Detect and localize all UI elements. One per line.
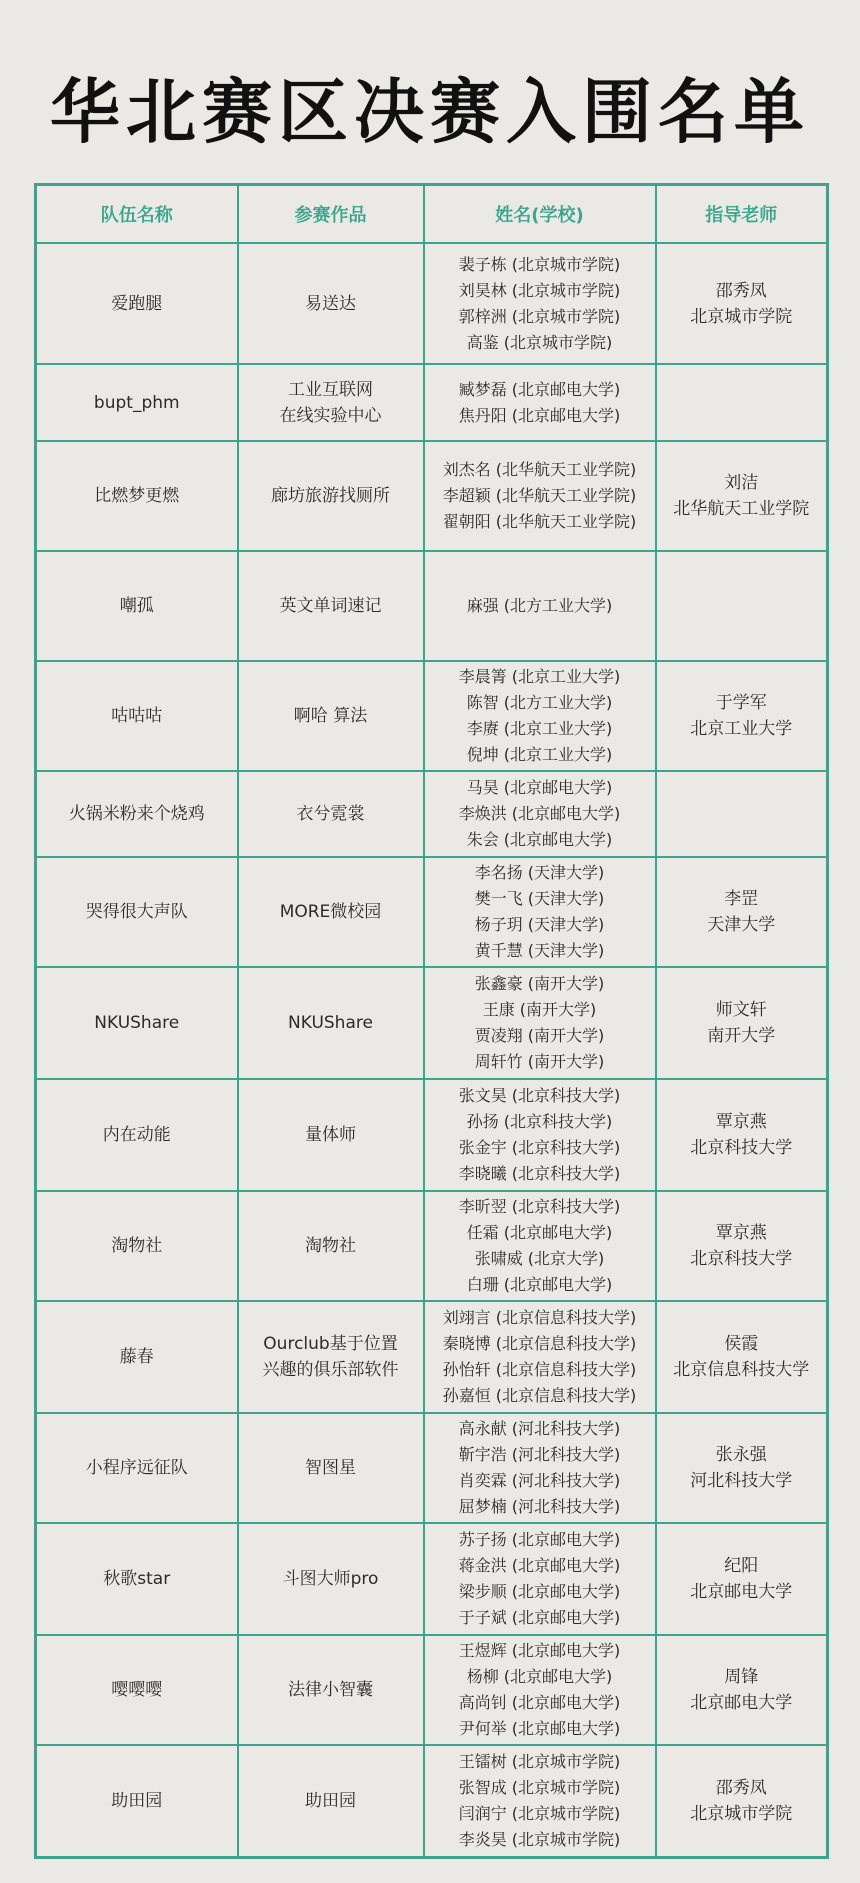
members-cell-line: 于子斌 (北京邮电大学) (458, 1608, 621, 1627)
advisor-cell-line: 李罡 (724, 889, 759, 909)
members-cell-line: 朱会 (北京邮电大学) (466, 830, 613, 849)
members-cell-line: 尹何举 (北京邮电大学) (458, 1719, 621, 1738)
members-cell-line: 裴子栋 (北京城市学院) (458, 254, 621, 274)
table-row (36, 364, 828, 441)
members-cell-line: 白珊 (北京邮电大学) (466, 1275, 613, 1294)
project-cell (238, 364, 424, 441)
members-cell-line: 王康 (南开大学) (482, 1000, 597, 1019)
members-cell-line: 杨子玥 (天津大学) (474, 915, 605, 934)
project-cell-line: MORE微校园 (279, 902, 382, 922)
table-row (36, 243, 828, 364)
advisor-cell (656, 551, 828, 661)
members-cell-line: 刘昊林 (北京城市学院) (458, 280, 621, 300)
advisor-cell-line: 邵秀凤 (715, 280, 767, 301)
table-row (36, 857, 828, 967)
advisor-cell (656, 1079, 828, 1191)
advisor-cell-line: 北华航天工业学院 (673, 499, 810, 519)
advisor-cell-line: 天津大学 (707, 915, 776, 935)
members-cell (424, 1635, 656, 1745)
advisor-cell (656, 1635, 828, 1745)
team-name-cell: 助田园 (36, 1745, 238, 1857)
table-row (36, 1413, 828, 1523)
members-cell (424, 243, 656, 364)
members-cell-line: 王镭树 (北京城市学院) (458, 1751, 621, 1771)
members-cell-line: 张金宇 (北京科技大学) (458, 1138, 621, 1157)
members-cell-line: 李炎昊 (北京城市学院) (458, 1829, 621, 1849)
project-cell (238, 967, 424, 1079)
advisor-cell-line: 覃京燕 (715, 1112, 767, 1132)
advisor-cell (656, 1301, 828, 1413)
advisor-cell (656, 1523, 828, 1635)
members-cell-line: 臧梦磊 (北京邮电大学) (458, 379, 621, 399)
advisor-cell (656, 1191, 828, 1301)
members-cell-line: 肖奕霖 (河北科技大学) (458, 1471, 621, 1490)
project-cell (238, 661, 424, 771)
project-cell (238, 1745, 424, 1857)
project-cell (238, 551, 424, 661)
table-row (36, 1079, 828, 1191)
team-name-cell: 咕咕咕 (36, 661, 238, 771)
advisor-cell-line: 刘洁 (724, 473, 759, 493)
project-cell (238, 1635, 424, 1745)
members-cell (424, 857, 656, 967)
project-cell (238, 1079, 424, 1191)
advisor-cell (656, 364, 828, 441)
members-cell (424, 967, 656, 1079)
members-cell-line: 王煜辉 (北京邮电大学) (458, 1641, 621, 1660)
members-cell-line: 樊一飞 (天津大学) (474, 889, 605, 908)
table-row (36, 1635, 828, 1745)
members-cell-line: 高永献 (河北科技大学) (458, 1419, 621, 1438)
project-cell-line: 易送达 (305, 293, 356, 314)
advisor-cell (656, 441, 828, 551)
members-cell-line: 秦晓博 (北京信息科技大学) (442, 1334, 637, 1353)
members-cell-line: 屈梦楠 (河北科技大学) (458, 1497, 621, 1516)
finalist-table (34, 183, 829, 1859)
members-cell-line: 马昊 (北京邮电大学) (466, 778, 613, 797)
project-cell-line: 兴趣的俱乐部软件 (262, 1360, 399, 1380)
project-cell (238, 1413, 424, 1523)
project-cell-line: 衣兮霓裳 (296, 804, 365, 824)
members-cell-line: 刘翊言 (北京信息科技大学) (442, 1308, 637, 1327)
header-project: 参赛作品 (238, 185, 424, 244)
project-cell-line: 工业互联网 (288, 379, 373, 400)
members-cell-line: 苏子扬 (北京邮电大学) (458, 1530, 621, 1549)
project-cell (238, 1301, 424, 1413)
team-name-cell: 哭得很大声队 (36, 857, 238, 967)
table-row (36, 771, 828, 857)
advisor-cell-line: 北京工业大学 (690, 719, 793, 739)
advisor-cell-line: 河北科技大学 (690, 1471, 793, 1491)
project-cell-line: 英文单词速记 (279, 596, 382, 616)
advisor-cell (656, 1745, 828, 1857)
members-cell-line: 黄千慧 (天津大学) (474, 941, 605, 960)
project-cell (238, 1523, 424, 1635)
advisor-cell-line: 北京科技大学 (690, 1249, 793, 1269)
advisor-cell-line: 覃京燕 (715, 1223, 767, 1243)
team-name-cell: 淘物社 (36, 1191, 238, 1301)
advisor-cell-line: 北京信息科技大学 (673, 1360, 810, 1380)
team-name-cell: 小程序远征队 (36, 1413, 238, 1523)
project-cell (238, 243, 424, 364)
page-title: 华北赛区决赛入围名单 (50, 71, 810, 153)
members-cell-line: 郭梓洲 (北京城市学院) (458, 306, 621, 326)
advisor-cell-line: 侯霞 (724, 1334, 759, 1354)
advisor-cell (656, 967, 828, 1079)
advisor-cell-line: 北京邮电大学 (690, 1582, 793, 1602)
members-cell-line: 梁步顺 (北京邮电大学) (458, 1582, 621, 1601)
header-team-name: 队伍名称 (36, 185, 238, 244)
table-row (36, 1523, 828, 1635)
table-body (36, 243, 828, 1857)
team-name-cell: 藤春 (36, 1301, 238, 1413)
members-cell-line: 高鉴 (北京城市学院) (466, 332, 613, 352)
project-cell-line: 量体师 (305, 1125, 356, 1145)
project-cell (238, 1191, 424, 1301)
project-cell (238, 441, 424, 551)
advisor-cell (656, 1413, 828, 1523)
members-cell-line: 李晨箐 (北京工业大学) (458, 667, 621, 686)
project-cell-line: 淘物社 (305, 1236, 356, 1256)
table-row (36, 1745, 828, 1857)
members-cell (424, 1523, 656, 1635)
members-cell-line: 翟朝阳 (北华航天工业学院) (442, 512, 637, 531)
advisor-cell (656, 243, 828, 364)
members-cell-line: 张鑫豪 (南开大学) (474, 974, 605, 993)
members-cell (424, 1745, 656, 1857)
members-cell (424, 1079, 656, 1191)
team-name-cell: 嘲孤 (36, 551, 238, 661)
members-cell-line: 张智成 (北京城市学院) (458, 1777, 621, 1797)
members-cell-line: 周轩竹 (南开大学) (474, 1052, 605, 1071)
team-name-cell: 比燃梦更燃 (36, 441, 238, 551)
members-cell-line: 孙嘉恒 (北京信息科技大学) (442, 1386, 637, 1405)
table-row (36, 967, 828, 1079)
advisor-cell-line: 北京科技大学 (690, 1138, 793, 1158)
advisor-cell-line: 师文轩 (715, 1000, 767, 1020)
members-cell (424, 771, 656, 857)
members-cell-line: 李昕翌 (北京科技大学) (458, 1197, 621, 1216)
advisor-cell (656, 661, 828, 771)
members-cell (424, 661, 656, 771)
members-cell-line: 张文昊 (北京科技大学) (458, 1086, 621, 1105)
members-cell (424, 441, 656, 551)
members-cell-line: 杨柳 (北京邮电大学) (466, 1667, 613, 1686)
project-cell-line: 法律小智囊 (288, 1680, 373, 1700)
advisor-cell-line: 北京邮电大学 (690, 1693, 793, 1713)
team-name-cell: 秋歌star (36, 1523, 238, 1635)
team-name-cell: 内在动能 (36, 1079, 238, 1191)
project-cell-line: NKUShare (288, 1013, 373, 1033)
advisor-cell-line: 于学军 (715, 693, 767, 713)
members-cell-line: 靳宇浩 (河北科技大学) (458, 1445, 621, 1464)
header-member-school: 姓名(学校) (424, 185, 656, 244)
table-row (36, 551, 828, 661)
header-advisor: 指导老师 (656, 185, 828, 244)
project-cell-line: Ourclub基于位置 (263, 1334, 398, 1354)
team-name-cell: 火锅米粉来个烧鸡 (36, 771, 238, 857)
project-cell-line: 智图星 (305, 1458, 356, 1478)
members-cell-line: 陈智 (北方工业大学) (466, 693, 613, 712)
members-cell-line: 闫润宁 (北京城市学院) (458, 1803, 621, 1823)
members-cell-line: 贾凌翔 (南开大学) (474, 1026, 605, 1045)
members-cell-line: 焦丹阳 (北京邮电大学) (458, 405, 621, 425)
advisor-cell-line: 北京城市学院 (690, 1803, 793, 1824)
members-cell-line: 李晓曦 (北京科技大学) (458, 1164, 621, 1183)
members-cell-line: 任霜 (北京邮电大学) (466, 1223, 613, 1242)
members-cell-line: 李超颖 (北华航天工业学院) (442, 486, 637, 505)
advisor-cell-line: 纪阳 (724, 1556, 759, 1576)
team-name-cell: NKUShare (36, 967, 238, 1079)
project-cell-line: 助田园 (305, 1790, 356, 1811)
team-name-cell: 爱跑腿 (36, 243, 238, 364)
project-cell-line: 廊坊旅游找厕所 (271, 486, 390, 506)
members-cell-line: 孙怡轩 (北京信息科技大学) (442, 1360, 637, 1379)
members-cell (424, 1301, 656, 1413)
advisor-cell (656, 857, 828, 967)
members-cell (424, 1191, 656, 1301)
table-row (36, 1191, 828, 1301)
members-cell (424, 1413, 656, 1523)
advisor-cell-line: 周锋 (724, 1667, 759, 1687)
project-cell-line: 在线实验中心 (279, 405, 382, 426)
members-cell-line: 李焕洪 (北京邮电大学) (458, 804, 621, 823)
table-header-row (36, 185, 828, 244)
table-row (36, 1301, 828, 1413)
advisor-cell-line: 北京城市学院 (690, 306, 793, 327)
advisor-cell-line: 南开大学 (707, 1026, 776, 1046)
members-cell-line: 张啸威 (北京大学) (474, 1249, 605, 1268)
members-cell (424, 364, 656, 441)
members-cell (424, 551, 656, 661)
project-cell (238, 771, 424, 857)
members-cell-line: 倪坤 (北京工业大学) (466, 745, 613, 764)
table-row (36, 661, 828, 771)
table-row (36, 441, 828, 551)
project-cell-line: 啊哈 算法 (293, 706, 368, 726)
members-cell-line: 孙扬 (北京科技大学) (466, 1112, 613, 1131)
team-name-cell: bupt_phm (36, 364, 238, 441)
members-cell-line: 刘杰名 (北华航天工业学院) (442, 460, 637, 479)
project-cell-line: 斗图大师pro (282, 1569, 379, 1589)
members-cell-line: 蒋金洪 (北京邮电大学) (458, 1556, 621, 1575)
members-cell-line: 李名扬 (天津大学) (474, 863, 605, 882)
advisor-cell-line: 张永强 (715, 1445, 767, 1465)
advisor-cell-line: 邵秀凤 (715, 1777, 767, 1798)
project-cell (238, 857, 424, 967)
members-cell-line: 李赓 (北京工业大学) (466, 719, 613, 738)
members-cell-line: 高尚钊 (北京邮电大学) (458, 1693, 621, 1712)
advisor-cell (656, 771, 828, 857)
members-cell-line: 麻强 (北方工业大学) (466, 596, 613, 615)
team-name-cell: 嘤嘤嘤 (36, 1635, 238, 1745)
